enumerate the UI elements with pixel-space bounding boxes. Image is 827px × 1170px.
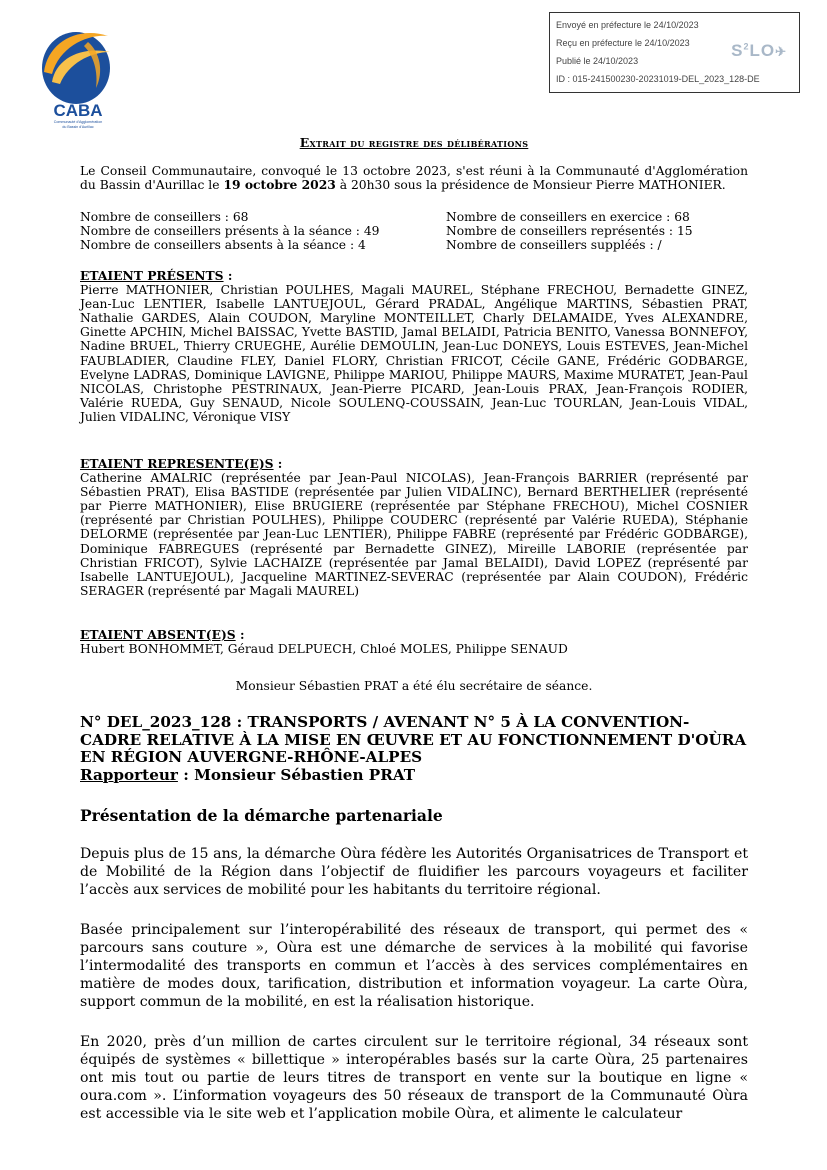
represented-section: ETAIENT REPRESENTE(E)S : Catherine AMALRIC (représentée par Jean-Paul NICOLAS), Jean-François BARRIER (représenté par Sébastien PRAT), Elisa BASTIDE (représentée par Julien VIDALINC), Bernard BERTHELIER (représenté par Pierre MATHONIER), Elise BRUGIERE (représentée par Stéphane FRECHOU), Michel COSNIER (représenté par Christian POULHES), Philippe COUDERC (représenté par Valérie RUEDA), Stéphanie DELORME (représentée par Jean-Luc LENTIER), Philippe FABRE (représenté par Frédéric GODBARGE), Dominique FABREGUES (représenté par Bernadette GINEZ), Mireille LABORIE (représentée par Christian FRICOT), Sylvie LACHAIZE (représentée par Jamal BELAIDI), David LOPEZ (représenté par Isabelle LANTUEJOUL), Jacqueline MARTINEZ-SEVERAC (représentée par Alain COUDON), Frédéric SERAGER (représenté par Magali MAUREL) [80, 456, 748, 598]
absent-heading: ETAIENT ABSENT(E)S [80, 627, 236, 642]
absent-list: Hubert BONHOMMET, Géraud DELPUECH, Chloé MOLES, Philippe SENAUD [80, 642, 568, 657]
rapporteur-name: : Monsieur Sébastien PRAT [177, 765, 416, 784]
section-title: Présentation de la démarche partenariale [80, 806, 443, 825]
deliberation-header [80, 714, 748, 784]
count-present: Nombre de conseillers présents à la séance : 49 [80, 224, 380, 239]
present-section: ETAIENT PRÉSENTS : Pierre MATHONIER, Christian POULHES, Magali MAUREL, Stéphane FRECHOU, Bernadette GINEZ, Jean-Luc LENTIER, Isabelle LANTUEJOUL, Gérard PRADAL, Angélique MARTINS, Sébastien PRAT, Nathalie GARDES, Alain COUDON, Maryline MONTEILLET, Charly DELAMAIDE, Yves ALEXANDRE, Ginette APCHIN, Michel BAISSAC, Yvette BASTID, Jamal BELAIDI, Patricia BENITO, Vanessa BONNEFOY, Nadine BRUEL, Thierry CRUEGHE, Aurélie DEMOULIN, Jean-Luc DONEYS, Louis ESTEVES, Jean-Michel FAUBLADIER, Claudine FLEY, Daniel FLORY, Christian FRICOT, Cécile GANE, Frédéric GODBARGE, Evelyne LADRAS, Dominique LAVIGNE, Philippe MARIOU, Philippe MAURS, Maxime MURATET, Jean-Paul NICOLAS, Christophe PESTRINAUX, Jean-Pierre PICARD, Jean-Louis PRAX, Jean-François RODIER, Valérie RUEDA, Guy SENAUD, Nicole SOULENQ-COUSSAIN, Jean-Luc TOURLAN, Jean-Louis VIDAL, Julien VIDALINC, Véronique VISY [80, 268, 748, 424]
count-substituted: Nombre de conseillers suppléés : / [446, 238, 662, 253]
absent-section: ETAIENT ABSENT(E)S : Hubert BONHOMMET, Géraud DELPUECH, Chloé MOLES, Philippe SENAUD [80, 628, 748, 656]
represented-list: Catherine AMALRIC (représentée par Jean-Paul NICOLAS), Jean-François BARRIER (représenté par Sébastien PRAT), Elisa BASTIDE (représentée par Julien VIDALINC), Bernard BERTHELIER (représenté par Pierre MATHONIER), Elise BRUGIERE (représentée par Stéphane FRECHOU), Michel COSNIER (représenté par Christian POULHES), Philippe COUDERC (représenté par Valérie RUEDA), Stéphanie DELORME (représentée par Jean-Luc LENTIER), Philippe FABRE (représenté par Frédéric GODBARGE), Dominique FABREGUES (représenté par Bernadette GINEZ), Mireille LABORIE (représentée par Christian FRICOT), Sylvie LACHAIZE (représentée par Jamal BELAIDI), David LOPEZ (représenté par Isabelle LANTUEJOUL), Jacqueline MARTINEZ-SEVERAC (représentée par Alain COUDON), Frédéric SERAGER (représenté par Magali MAUREL) [80, 471, 748, 598]
represented-heading: ETAIENT REPRESENTE(E)S [80, 456, 274, 471]
deliberation-title: N° DEL_2023_128 : TRANSPORTS / AVENANT N° 5 À LA CONVENTION-CADRE RELATIVE À LA MISE EN ŒUVRE ET AU FONCTIONNEMENT D'OÙRA EN RÉGION AUVERGNE-RHÔNE-ALPES [80, 713, 747, 766]
rapporteur-label: Rapporteur [80, 765, 178, 784]
logo-name: CABA [53, 101, 103, 120]
stamp-published: Publié le 24/10/2023 [556, 56, 639, 66]
svg-text:Communauté d'Agglomération: Communauté d'Agglomération [53, 120, 103, 124]
prefecture-stamp [549, 12, 800, 93]
stamp-received: Reçu en préfecture le 24/10/2023 [556, 38, 690, 48]
svg-text:du Bassin d'Aurillac: du Bassin d'Aurillac [62, 125, 94, 129]
secretary-line: Monsieur Sébastien PRAT a été élu secrétaire de séance. [235, 679, 593, 693]
count-total: Nombre de conseillers : 68 [80, 210, 249, 224]
counts-right [446, 210, 693, 252]
count-absent: Nombre de conseillers absents à la séance : 4 [80, 238, 366, 253]
present-heading: ETAIENT PRÉSENTS [80, 268, 224, 283]
session-date: 19 octobre 2023 [223, 177, 336, 193]
body-paragraph: Depuis plus de 15 ans, la démarche Oùra fédère les Autorités Organisatrices de Transport et de Mobilité de la Région dans l’objectif de fluidifier les parcours voyageurs et faciliter l’accès aux services de mobilité pour les habitants du territoire régional. [80, 846, 748, 899]
present-list: Pierre MATHONIER, Christian POULHES, Magali MAUREL, Stéphane FRECHOU, Bernadette GINEZ, Jean-Luc LENTIER, Isabelle LANTUEJOUL, Gérard PRADAL, Angélique MARTINS, Sébastien PRAT, Nathalie GARDES, Alain COUDON, Maryline MONTEILLET, Charly DELAMAIDE, Yves ALEXANDRE, Ginette APCHIN, Michel BAISSAC, Yvette BASTID, Jamal BELAIDI, Patricia BENITO, Vanessa BONNEFOY, Nadine BRUEL, Thierry CRUEGHE, Aurélie DEMOULIN, Jean-Luc DONEYS, Louis ESTEVES, Jean-Michel FAUBLADIER, Claudine FLEY, Daniel FLORY, Christian FRICOT, Cécile GANE, Frédéric GODBARGE, Evelyne LADRAS, Dominique LAVIGNE, Philippe MARIOU, Philippe MAURS, Maxime MURATET, Jean-Paul NICOLAS, Christophe PESTRINAUX, Jean-Pierre PICARD, Jean-Louis PRAX, Jean-François RODIER, Valérie RUEDA, Guy SENAUD, Nicole SOULENQ-COUSSAIN, Jean-Luc TOURLAN, Jean-Louis VIDAL, Julien VIDALINC, Véronique VISY [80, 283, 748, 424]
count-represented: Nombre de conseillers représentés : 15 [446, 224, 693, 239]
intro-paragraph: Le Conseil Communautaire, convoqué le 13 octobre 2023, s'est réuni à la Communauté d'Agglomération du Bassin d'Aurillac le 19 octobre 2023 à 20h30 sous la présidence de Monsieur Pierre MATHONIER. [80, 164, 748, 193]
count-in-office: Nombre de conseillers en exercice : 68 [446, 210, 690, 224]
body-paragraph: En 2020, près d’un million de cartes circulent sur le territoire régional, 34 réseaux sont équipés de systèmes « billettique » interopérables basés sur la carte Oùra, 25 partenaires ont mis tout ou partie de leurs titres de transport en vente sur la boutique en ligne « oura.com ». L’information voyageurs des 50 réseaux de transport de la Communauté Oùra est accessible via le site web et l’application mobile Oùra, et alimente le calculateur [80, 1034, 748, 1123]
slo-mark: $S^2LO✈$ [731, 41, 787, 60]
counts-left [80, 210, 380, 252]
extract-title: Extrait du registre des délibérations [299, 135, 529, 150]
body-paragraph: Basée principalement sur l’interopérabilité des réseaux de transport, qui permet des « parcours sans couture », Oùra est une démarche de services à la mobilité qui favorise l’intermodalité des transports en commun et l’accès à des services complémentaires en matière de modes doux, tarification, distribution et information voyageur. La carte Oùra, support commun de la mobilité, en est la réalisation historique. [80, 922, 748, 1011]
stamp-sent: Envoyé en préfecture le 24/10/2023 [556, 20, 699, 30]
extract-title-text: xtrait du registre des délibérations [309, 137, 529, 150]
stamp-id: ID : 015-241500230-20231019-DEL_2023_128-DE [556, 74, 760, 84]
caba-logo [38, 22, 118, 130]
